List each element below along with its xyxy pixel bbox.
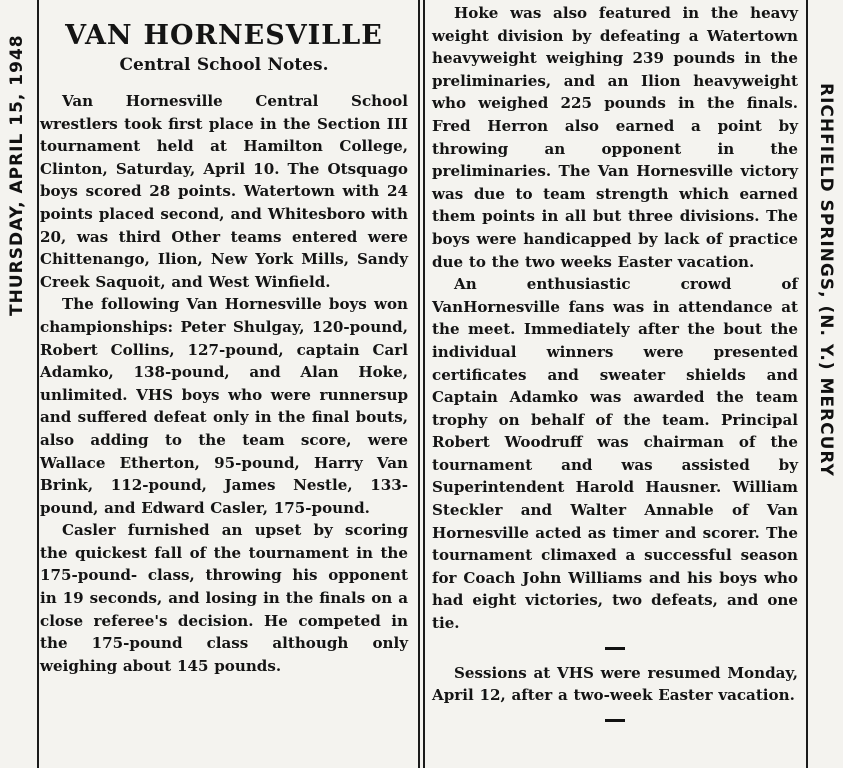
column-divider: [418, 0, 420, 768]
paragraph: Sessions at VHS were resumed Monday, April 12, after a two-week Easter vacation.: [432, 663, 798, 705]
left-border-rule: [37, 0, 39, 768]
paragraph: An enthusiastic crowd of VanHornesville fans was in attendance at the meet. Immediately after the bout the individual winners were presented certificates and sweater shields and Captain Adamko was awarded the team trophy on behalf of the team. Principal Robert Woodruff was chairman of the tournament and was assisted by Superintendent Harold Hausner. William Steckler and Walter Annable of Van Hornesville acted as timer and scorer. The tournament climaxed a successful season for Coach John Williams and his boys who had eight victories, two defeats, and one tie.: [432, 275, 798, 633]
column-divider: [423, 0, 425, 768]
paragraph: Van Hornesville Central School wrestlers took first place in the Section III tournament held at Hamilton College, Clinton, Saturday, April 10. The Otsquago boys scored 28 points. Watertown with 24 points placed second, and Whitesboro with 20, was third Other teams entered were Chittenango, Ilion, New York Mills, Sandy Creek Saquoit, and West Winfield.: [40, 92, 408, 291]
section-dash: [605, 719, 625, 722]
article-subhead: Central School Notes.: [119, 55, 329, 75]
paragraph: The following Van Hornesville boys won championships: Peter Shulgay, 120-pound, Robert Collins, 127-pound, captain Carl Adamko, 138-pound, and Alan Hoke, unlimited. VHS boys who were runnersup and suffered defeat only in the final bouts, also adding to the team score, were Wallace Etherton, 95-pound, Harry Van Brink, 112-pound, James Nestle, 133-pound, and Edward Casler, 175-pound.: [40, 295, 408, 517]
left-margin: [0, 0, 34, 768]
right-border-rule: [806, 0, 808, 768]
paragraph: Hoke was also featured in the heavy weight division by defeating a Watertown heavyweight weighing 239 pounds in the preliminaries, and an Ilion heavyweight who weighed 225 pounds in the finals. Fred Herron also earned a point by throwing an opponent in the preliminaries. The Van Hornesville victory was due to team strength which earned them points in all but three divisions. The boys were handicapped by lack of practice due to the two weeks Easter vacation.: [432, 4, 798, 271]
right-margin: [809, 0, 843, 768]
section-dash: [605, 647, 625, 650]
article-column-left: [40, 0, 408, 677]
paragraph: Casler furnished an upset by scoring the quickest fall of the tournament in the 175-pound- class, throwing his opponent in 19 seconds, and losing in the finals on a close referee's decision. He competed in the 175-pound class although only weighing about 145 pounds.: [40, 521, 408, 675]
article-headline: VAN HORNESVILLE: [65, 20, 383, 51]
article-column-right: [432, 0, 798, 734]
newspaper-name: RICHFIELD SPRINGS, (N. Y.) MERCURY: [816, 83, 836, 477]
dateline: THURSDAY, APRIL 15, 1948: [7, 34, 27, 316]
